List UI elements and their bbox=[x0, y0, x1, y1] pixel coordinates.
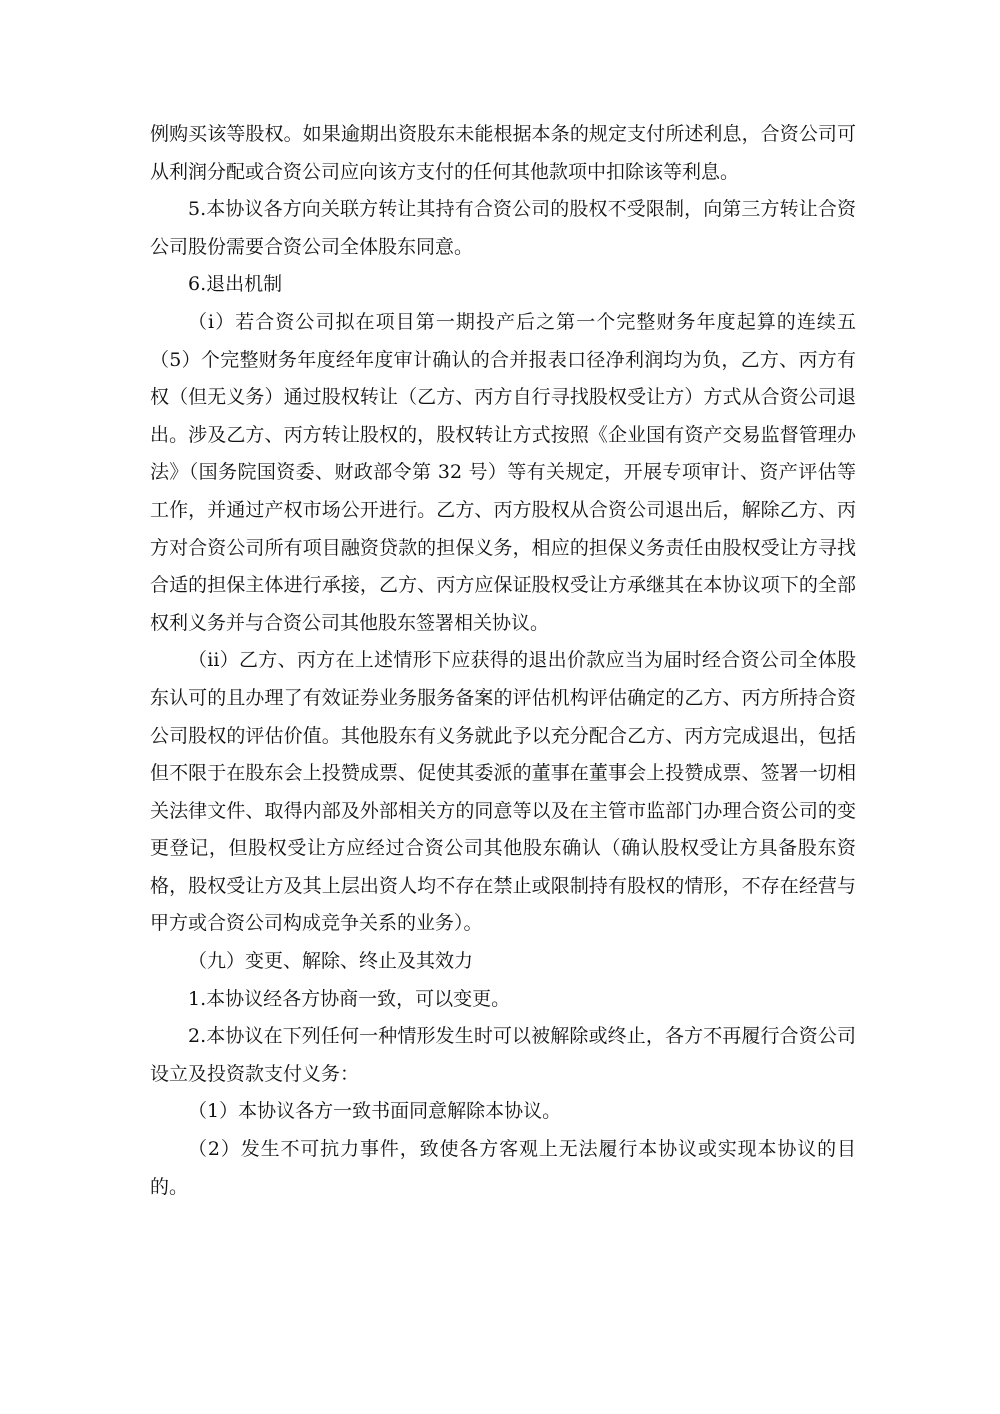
paragraph-section-9-clause-1: 1.本协议经各方协商一致，可以变更。 bbox=[188, 987, 511, 1010]
paragraph-section-9-item-1: （1）本协议各方一致书面同意解除本协议。 bbox=[188, 1100, 562, 1123]
paragraph-heading-exit-mechanism: 6.退出机制 bbox=[188, 273, 283, 296]
paragraph-continuation: 例购买该等股权。如果逾期出资股东未能根据本条的规定支付所述利息，合资公司可从利润分配或合资公司应向该方支付的任何其他款项中扣除该等利息。 bbox=[150, 123, 856, 183]
paragraph-clause-5: 5.本协议各方向关联方转让其持有合资公司的股权不受限制，向第三方转让合资公司股份需要合资公司全体股东同意。 bbox=[150, 198, 856, 258]
paragraph-heading-section-9: （九）变更、解除、终止及其效力 bbox=[188, 950, 474, 973]
paragraph-clause-6-ii: （ii）乙方、丙方在上述情形下应获得的退出价款应当为届时经合资公司全体股东认可的且办理了有效证券业务服务备案的评估机构评估确定的乙方、丙方所持合资公司股权的评估价值。其他股东有义务就此予以充分配合乙方、丙方完成退出，包括但不限于在股东会上投赞成票、促使其委派的董事在董事会上投赞成票、签署一切相关法律文件、取得内部及外部相关方的同意等以及在主管市监部门办理合资公司的变更登记，但股权受让方应经过合资公司其他股东确认（确认股权受让方具备股东资格，股权受让方及其上层出资人均不存在禁止或限制持有股权的情形，不存在经营与甲方或合资公司构成竞争关系的业务）。 bbox=[150, 649, 856, 935]
paragraph-clause-6-i: （i）若合资公司拟在项目第一期投产后之第一个完整财务年度起算的连续五（5）个完整财务年度经年度审计确认的合并报表口径净利润均为负，乙方、丙方有权（但无义务）通过股权转让（乙方、丙方自行寻找股权受让方）方式从合资公司退出。涉及乙方、丙方转让股权的，股权转让方式按照《企业国有资产交易监督管理办法》（国务院国资委、财政部令第 32 号）等有关规定，开展专项审计、资产评估等工作，并通过产权市场公开进行。乙方、丙方股权从合资公司退出后，解除乙方、丙方对合资公司所有项目融资贷款的担保义务，相应的担保义务责任由股权受让方寻找合适的担保主体进行承接，乙方、丙方应保证股权受让方承继其在本协议项下的全部权利义务并与合资公司其他股东签署相关协议。 bbox=[150, 310, 856, 634]
paragraph-section-9-clause-2: 2.本协议在下列任何一种情形发生时可以被解除或终止，各方不再履行合资公司设立及投资款支付义务： bbox=[150, 1025, 856, 1085]
paragraph-section-9-item-2: （2）发生不可抗力事件，致使各方客观上无法履行本协议或实现本协议的目的。 bbox=[150, 1138, 856, 1198]
document-body bbox=[150, 116, 856, 1206]
